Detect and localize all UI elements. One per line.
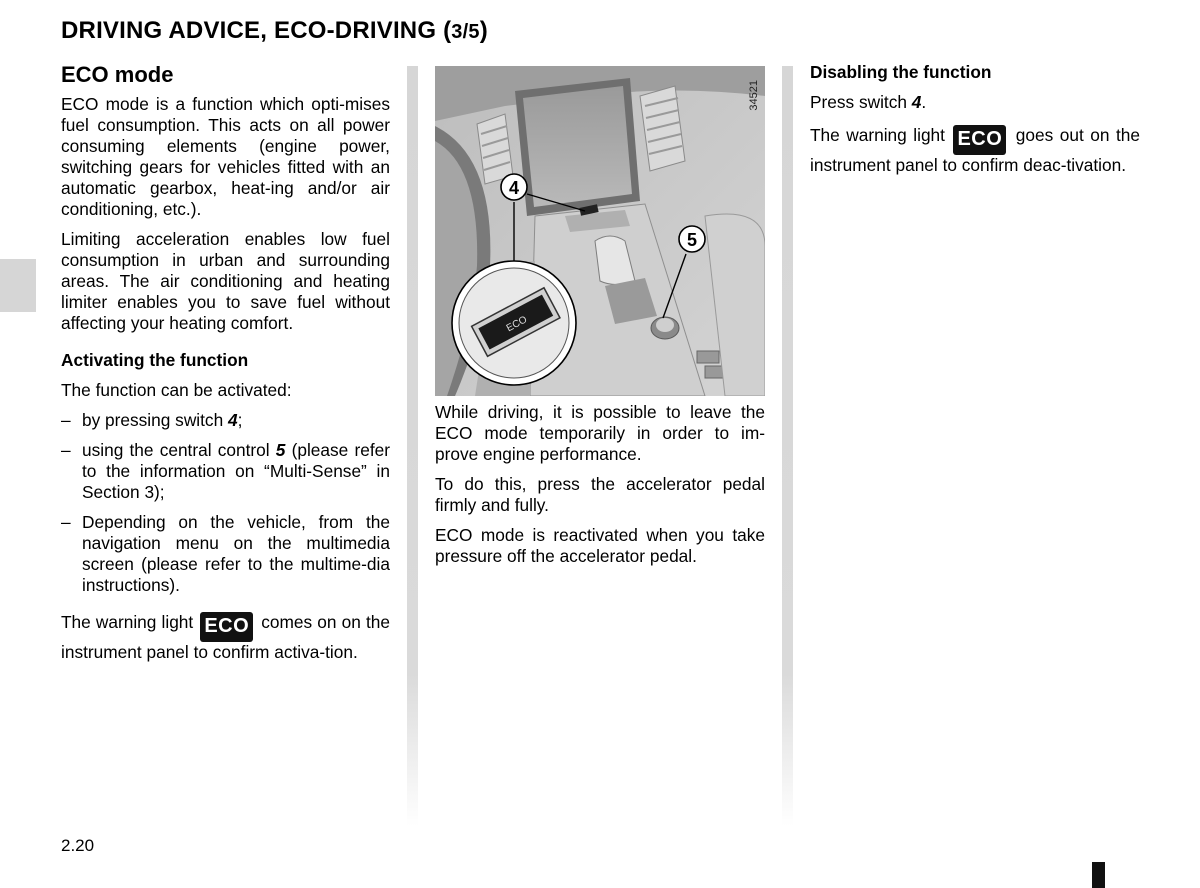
center-console-illustration [435, 66, 765, 396]
eco-mode-limiting: Limiting acceleration enables low fuel consumption in urban and surrounding areas. The air conditioning and heating limiter enables you to save fuel without affecting your heating comfort. [61, 229, 390, 333]
eco-mode-heading: ECO mode [61, 62, 174, 87]
eco-warning-light-icon: ECO [953, 125, 1006, 155]
press-accelerator-text: To do this, press the accelerator pedal firmly and fully. [435, 474, 765, 515]
column-divider-right [782, 66, 793, 826]
svg-text:5: 5 [686, 230, 698, 250]
svg-text:4: 4 [508, 178, 520, 198]
list-item: – using the central control 5 (please refer to the information on “Multi-Sense” in Section 3); [61, 440, 390, 503]
disabling-heading: Disabling the function [810, 62, 992, 82]
right-column [810, 62, 1140, 185]
middle-column [435, 402, 765, 576]
list-item: – by pressing switch 4; [61, 410, 390, 431]
reactivation-text: ECO mode is reactivated when you take pressure off the accelerator pedal. [435, 525, 765, 566]
list-item: – Depending on the vehicle, from the navigation menu on the multimedia screen (please refer to the multime-dia instructions). [61, 512, 390, 596]
warning-light-off-text: The warning light ECO goes out on the instrument panel to confirm deac-tivation. [810, 125, 1140, 175]
activation-list [61, 410, 390, 596]
activating-heading: Activating the function [61, 350, 249, 370]
activating-intro: The function can be activated: [61, 380, 292, 400]
column-divider-left [407, 66, 418, 826]
left-column [61, 62, 390, 672]
page-corner-mark [1092, 862, 1105, 888]
page-number: 2.20 [61, 836, 95, 855]
eco-warning-light-icon: ECO [200, 612, 253, 642]
leave-eco-text: While driving, it is possible to leave the ECO mode temporarily in order to im-prove engine performance. [435, 402, 765, 464]
section-tab-marker [0, 259, 36, 312]
eco-button-label: ECO [504, 314, 530, 335]
figure-reference-number: 34521 [748, 80, 760, 111]
warning-light-on-text: The warning light ECO comes on on the instrument panel to confirm activa-tion. [61, 612, 390, 662]
press-switch-text: Press switch 4. [810, 92, 927, 112]
eco-mode-intro: ECO mode is a function which opti-mises fuel consumption. This acts on all power consuming elements (engine power, switching gears for vehicles fitted with an automatic gearbox, heat-ing and/or air conditioning, etc.). [61, 94, 390, 219]
page-title: DRIVING ADVICE, ECO-DRIVING (3/5) [61, 17, 488, 44]
